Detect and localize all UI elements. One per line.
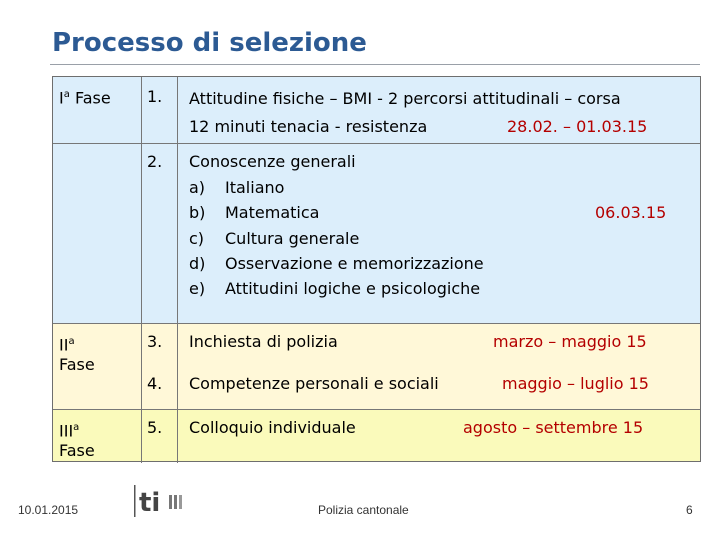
step-description: Competenze personali e sociali bbox=[189, 374, 439, 393]
step-heading: Conoscenze generali bbox=[189, 152, 356, 171]
step-description: Attitudine fisiche – BMI - 2 percorsi attitudinali – corsa bbox=[189, 89, 621, 108]
page-number: 6 bbox=[686, 503, 693, 517]
step-description: Colloquio individuale bbox=[189, 418, 356, 437]
phase-label-1: $I^a$ Fase bbox=[59, 88, 111, 108]
step-number: 1. bbox=[147, 87, 163, 106]
phase-label-3: III$^a$ Fase bbox=[59, 421, 95, 461]
step-number: 2. bbox=[147, 152, 163, 171]
column-divider bbox=[177, 77, 178, 463]
list-item: c) Cultura generale bbox=[189, 229, 360, 248]
column-divider bbox=[141, 77, 142, 463]
list-item: b) Matematica bbox=[189, 203, 320, 222]
step-date: marzo – maggio 15 bbox=[493, 332, 647, 351]
step-description: Inchiesta di polizia bbox=[189, 332, 338, 351]
step-date: agosto – settembre 15 bbox=[463, 418, 644, 437]
table-row bbox=[53, 77, 700, 143]
footer-center: Polizia cantonale bbox=[318, 503, 409, 517]
list-item: a) Italiano bbox=[189, 178, 285, 197]
page-title: Processo di selezione bbox=[52, 28, 367, 58]
list-item: d) Osservazione e memorizzazione bbox=[189, 254, 484, 273]
step-number: 3. bbox=[147, 332, 163, 351]
step-number: 5. bbox=[147, 418, 163, 437]
step-date: maggio – luglio 15 bbox=[502, 374, 649, 393]
ticino-logo-icon bbox=[133, 485, 187, 517]
selection-table bbox=[52, 76, 701, 462]
table-row bbox=[53, 143, 700, 323]
title-divider bbox=[50, 64, 700, 65]
step-description-cont: 12 minuti tenacia - resistenza bbox=[189, 117, 428, 136]
table-row bbox=[53, 409, 700, 461]
phase-label-2: $II^a$ Fase bbox=[59, 335, 95, 375]
table-row bbox=[53, 323, 700, 409]
step-date: 06.03.15 bbox=[595, 203, 667, 222]
step-number: 4. bbox=[147, 374, 163, 393]
list-item: e) Attitudini logiche e psicologiche bbox=[189, 279, 481, 298]
step-date: 28.02. – 01.03.15 bbox=[507, 117, 648, 136]
svg-text:ti: ti bbox=[139, 488, 161, 517]
footer-date: 10.01.2015 bbox=[18, 503, 79, 517]
